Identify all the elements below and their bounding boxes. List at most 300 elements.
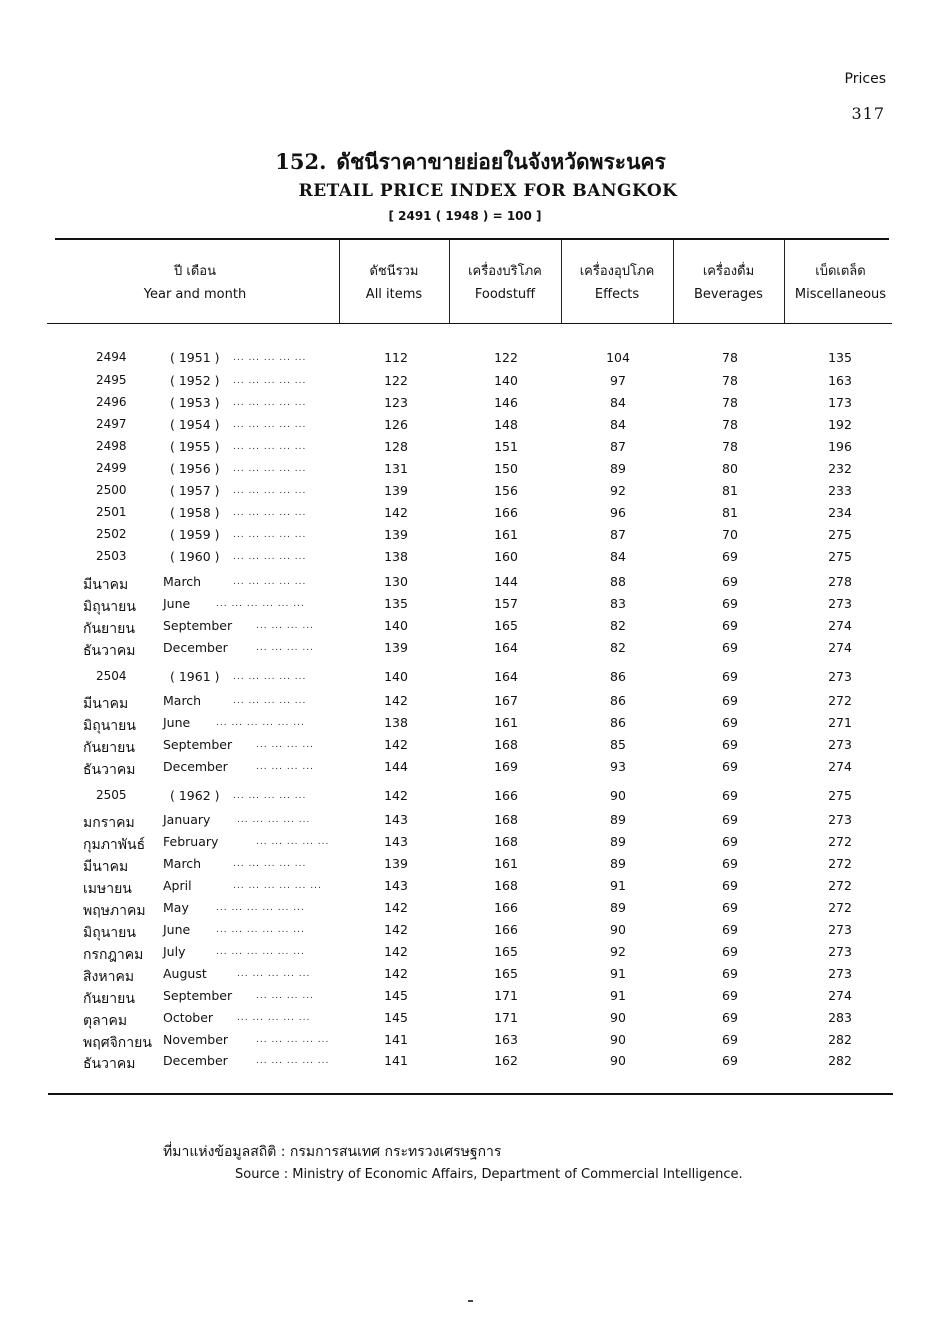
row-month-thai: ธันวาคม	[83, 762, 136, 778]
source-thai: ที่มาแห่งข้อมูลสถิติ : กรมการสนเทศ กระทรวงเศรษฐการ	[163, 1144, 502, 1160]
foodstuff-value: 167	[494, 693, 518, 708]
miscellaneous-value: 273	[828, 812, 852, 827]
row-month-english: January	[163, 812, 211, 827]
table-row	[0, 417, 941, 439]
row-month-thai: ตุลาคม	[83, 1013, 128, 1029]
column-header-thai: เครื่องบริโภค	[468, 264, 542, 279]
column-header-english: Foodstuff	[474, 287, 536, 302]
row-month-thai: กุมภาพันธ์	[83, 837, 146, 853]
row-month-english: November	[163, 1032, 229, 1047]
beverages-value: 69	[722, 900, 738, 915]
column-header-foodstuff	[449, 260, 561, 306]
table-row	[0, 988, 941, 1010]
table-row	[0, 856, 941, 878]
miscellaneous-value: 275	[828, 527, 852, 542]
leader-dots: ... ... ... ...	[256, 762, 314, 772]
foodstuff-value: 162	[494, 1053, 518, 1068]
miscellaneous-value: 282	[828, 1032, 852, 1047]
miscellaneous-value: 274	[828, 618, 852, 633]
foodstuff-value: 122	[494, 350, 518, 365]
leader-dots: ... ... ... ... ...	[233, 552, 307, 562]
leader-dots: ... ... ... ... ...	[233, 353, 307, 363]
miscellaneous-value: 272	[828, 834, 852, 849]
beverages-value: 69	[722, 878, 738, 893]
miscellaneous-value: 233	[828, 483, 852, 498]
effects-value: 90	[610, 1032, 626, 1047]
all-items-value: 142	[384, 900, 408, 915]
row-month-thai: ธันวาคม	[83, 643, 136, 659]
table-row	[0, 737, 941, 759]
row-month-thai: มีนาคม	[83, 696, 129, 712]
beverages-value: 69	[722, 812, 738, 827]
miscellaneous-value: 275	[828, 788, 852, 803]
row-month-thai: ธันวาคม	[83, 1056, 136, 1072]
all-items-value: 122	[384, 373, 408, 388]
table-row	[0, 669, 941, 691]
effects-value: 88	[610, 574, 626, 589]
beverages-value: 78	[722, 373, 738, 388]
base-year-note: [ 2491 ( 1948 ) = 100 ]	[388, 209, 542, 223]
leader-dots: ... ... ... ... ...	[233, 442, 307, 452]
beverages-value: 81	[722, 483, 738, 498]
foodstuff-value: 151	[494, 439, 518, 454]
beverages-value: 69	[722, 922, 738, 937]
foodstuff-value: 150	[494, 461, 518, 476]
all-items-value: 143	[384, 834, 408, 849]
leader-dots: ... ... ... ...	[256, 991, 314, 1001]
all-items-value: 142	[384, 737, 408, 752]
row-month-english: September	[163, 618, 233, 633]
foodstuff-value: 161	[494, 715, 518, 730]
row-month-english: June	[163, 596, 191, 611]
all-items-value: 142	[384, 944, 408, 959]
miscellaneous-value: 135	[828, 350, 852, 365]
row-gregorian-year: ( 1951 )	[170, 350, 220, 365]
effects-value: 91	[610, 988, 626, 1003]
foodstuff-value: 161	[494, 527, 518, 542]
beverages-value: 69	[722, 1053, 738, 1068]
table-row	[0, 834, 941, 856]
beverages-value: 69	[722, 715, 738, 730]
row-month-thai: พฤษภาคม	[83, 903, 146, 919]
foodstuff-value: 168	[494, 737, 518, 752]
row-gregorian-year: ( 1960 )	[170, 549, 220, 564]
leader-dots: ... ... ... ... ...	[233, 577, 307, 587]
miscellaneous-value: 232	[828, 461, 852, 476]
leader-dots: ... ... ... ... ...	[233, 859, 307, 869]
row-month-thai: พฤศจิกายน	[83, 1035, 152, 1051]
effects-value: 90	[610, 1053, 626, 1068]
row-year: 2495	[96, 373, 127, 387]
all-items-value: 143	[384, 812, 408, 827]
column-header-english: Effects	[594, 287, 640, 302]
all-items-value: 135	[384, 596, 408, 611]
row-month-thai: มิถุนายน	[83, 925, 136, 941]
foodstuff-value: 169	[494, 759, 518, 774]
foodstuff-value: 165	[494, 618, 518, 633]
foodstuff-value: 168	[494, 834, 518, 849]
row-year: 2503	[96, 549, 127, 563]
effects-value: 97	[610, 373, 626, 388]
row-gregorian-year: ( 1961 )	[170, 669, 220, 684]
leader-dots: ... ... ... ... ...	[237, 969, 311, 979]
effects-value: 96	[610, 505, 626, 520]
beverages-value: 69	[722, 759, 738, 774]
foodstuff-value: 165	[494, 944, 518, 959]
foodstuff-value: 163	[494, 1032, 518, 1047]
leader-dots: ... ... ... ...	[256, 740, 314, 750]
beverages-value: 69	[722, 1032, 738, 1047]
miscellaneous-value: 273	[828, 737, 852, 752]
effects-value: 82	[610, 618, 626, 633]
effects-value: 91	[610, 966, 626, 981]
effects-value: 104	[606, 350, 630, 365]
table-row	[0, 549, 941, 571]
row-gregorian-year: ( 1962 )	[170, 788, 220, 803]
effects-value: 92	[610, 483, 626, 498]
miscellaneous-value: 274	[828, 988, 852, 1003]
miscellaneous-value: 278	[828, 574, 852, 589]
all-items-value: 140	[384, 669, 408, 684]
table-row	[0, 900, 941, 922]
row-month-thai: มีนาคม	[83, 577, 129, 593]
beverages-value: 81	[722, 505, 738, 520]
table-row	[0, 618, 941, 640]
miscellaneous-value: 274	[828, 640, 852, 655]
beverages-value: 70	[722, 527, 738, 542]
row-year: 2494	[96, 350, 127, 364]
table-row	[0, 1032, 941, 1054]
effects-value: 84	[610, 549, 626, 564]
table-row	[0, 715, 941, 737]
row-month-english: July	[163, 944, 186, 959]
column-header-thai: ดัชนีรวม	[369, 264, 419, 279]
beverages-value: 69	[722, 549, 738, 564]
row-year: 2505	[96, 788, 127, 802]
leader-dots: ... ... ... ...	[256, 643, 314, 653]
foodstuff-value: 168	[494, 812, 518, 827]
effects-value: 86	[610, 693, 626, 708]
effects-value: 91	[610, 878, 626, 893]
row-gregorian-year: ( 1958 )	[170, 505, 220, 520]
row-month-english: August	[163, 966, 207, 981]
foodstuff-value: 160	[494, 549, 518, 564]
foodstuff-value: 146	[494, 395, 518, 410]
table-row	[0, 640, 941, 662]
row-month-english: March	[163, 856, 202, 871]
all-items-value: 139	[384, 483, 408, 498]
row-month-thai: มีนาคม	[83, 859, 129, 875]
row-year: 2502	[96, 527, 127, 541]
leader-dots: ... ... ... ...	[256, 621, 314, 631]
miscellaneous-value: 275	[828, 549, 852, 564]
section-label: Prices	[844, 71, 886, 87]
foodstuff-value: 171	[494, 1010, 518, 1025]
effects-value: 89	[610, 461, 626, 476]
all-items-value: 144	[384, 759, 408, 774]
column-header-thai: เบ็ดเตล็ด	[815, 264, 866, 279]
leader-dots: ... ... ... ... ...	[256, 837, 330, 847]
beverages-value: 69	[722, 737, 738, 752]
table-row	[0, 439, 941, 461]
column-header-all-items	[339, 260, 449, 306]
row-month-english: December	[163, 1053, 228, 1068]
column-header-thai: ปี เดือน	[174, 264, 216, 279]
row-month-thai: สิงหาคม	[83, 969, 135, 985]
page-mark	[468, 1300, 473, 1302]
table-row	[0, 966, 941, 988]
leader-dots: ... ... ... ... ...	[237, 815, 311, 825]
all-items-value: 138	[384, 549, 408, 564]
beverages-value: 69	[722, 574, 738, 589]
beverages-value: 69	[722, 618, 738, 633]
row-year: 2499	[96, 461, 127, 475]
table-row	[0, 461, 941, 483]
beverages-value: 69	[722, 1010, 738, 1025]
leader-dots: ... ... ... ... ...	[233, 420, 307, 430]
table-number: 152.	[275, 149, 327, 174]
miscellaneous-value: 282	[828, 1053, 852, 1068]
row-month-thai: มกราคม	[83, 815, 135, 831]
page-number: 317	[851, 104, 885, 123]
miscellaneous-value: 272	[828, 878, 852, 893]
effects-value: 90	[610, 1010, 626, 1025]
effects-value: 82	[610, 640, 626, 655]
row-month-english: September	[163, 988, 233, 1003]
all-items-value: 123	[384, 395, 408, 410]
column-header-english: All items	[365, 287, 423, 302]
leader-dots: ... ... ... ... ...	[233, 672, 307, 682]
leader-dots: ... ... ... ... ...	[233, 398, 307, 408]
beverages-value: 69	[722, 669, 738, 684]
leader-dots: ... ... ... ... ...	[233, 508, 307, 518]
row-month-thai: กรกฎาคม	[83, 947, 144, 963]
column-header-english: Year and month	[143, 287, 247, 302]
foodstuff-value: 166	[494, 922, 518, 937]
table-row	[0, 1053, 941, 1075]
effects-value: 89	[610, 900, 626, 915]
foodstuff-value: 164	[494, 669, 518, 684]
leader-dots: ... ... ... ... ... ...	[216, 947, 305, 957]
table-row	[0, 759, 941, 781]
table-row	[0, 527, 941, 549]
column-header-english: Beverages	[694, 287, 763, 302]
effects-value: 86	[610, 669, 626, 684]
leader-dots: ... ... ... ... ...	[256, 1035, 330, 1045]
all-items-value: 139	[384, 640, 408, 655]
all-items-value: 128	[384, 439, 408, 454]
all-items-value: 143	[384, 878, 408, 893]
all-items-value: 142	[384, 505, 408, 520]
miscellaneous-value: 273	[828, 966, 852, 981]
row-month-thai: มิถุนายน	[83, 718, 136, 734]
miscellaneous-value: 274	[828, 759, 852, 774]
all-items-value: 142	[384, 966, 408, 981]
column-header-thai: เครื่องอุปโภค	[579, 264, 655, 279]
table-row	[0, 922, 941, 944]
column-header-effects	[561, 260, 673, 306]
table-row	[0, 574, 941, 596]
row-month-english: March	[163, 693, 202, 708]
row-month-english: June	[163, 922, 191, 937]
leader-dots: ... ... ... ... ... ...	[216, 903, 305, 913]
beverages-value: 69	[722, 596, 738, 611]
miscellaneous-value: 192	[828, 417, 852, 432]
foodstuff-value: 144	[494, 574, 518, 589]
leader-dots: ... ... ... ... ...	[237, 1013, 311, 1023]
beverages-value: 78	[722, 417, 738, 432]
column-header-year-month	[70, 260, 320, 306]
all-items-value: 138	[384, 715, 408, 730]
row-month-english: June	[163, 715, 191, 730]
foodstuff-value: 148	[494, 417, 518, 432]
all-items-value: 139	[384, 527, 408, 542]
table-row	[0, 596, 941, 618]
row-month-english: April	[163, 878, 192, 893]
miscellaneous-value: 163	[828, 373, 852, 388]
row-month-english: December	[163, 640, 228, 655]
effects-value: 93	[610, 759, 626, 774]
foodstuff-value: 157	[494, 596, 518, 611]
all-items-value: 145	[384, 988, 408, 1003]
all-items-value: 139	[384, 856, 408, 871]
beverages-value: 78	[722, 439, 738, 454]
leader-dots: ... ... ... ... ...	[233, 696, 307, 706]
effects-value: 90	[610, 788, 626, 803]
row-gregorian-year: ( 1957 )	[170, 483, 220, 498]
miscellaneous-value: 272	[828, 900, 852, 915]
table-row	[0, 878, 941, 900]
table-row	[0, 483, 941, 505]
row-gregorian-year: ( 1953 )	[170, 395, 220, 410]
table-row	[0, 693, 941, 715]
table-row	[0, 788, 941, 810]
miscellaneous-value: 196	[828, 439, 852, 454]
miscellaneous-value: 273	[828, 922, 852, 937]
row-year: 2501	[96, 505, 127, 519]
row-gregorian-year: ( 1959 )	[170, 527, 220, 542]
foodstuff-value: 171	[494, 988, 518, 1003]
table-title-english: RETAIL PRICE INDEX FOR BANGKOK	[298, 181, 678, 201]
beverages-value: 69	[722, 856, 738, 871]
table-row	[0, 1010, 941, 1032]
effects-value: 92	[610, 944, 626, 959]
row-month-thai: กันยายน	[83, 991, 135, 1007]
foodstuff-value: 166	[494, 788, 518, 803]
effects-value: 87	[610, 439, 626, 454]
leader-dots: ... ... ... ... ...	[256, 1056, 330, 1066]
row-month-english: May	[163, 900, 189, 915]
effects-value: 89	[610, 834, 626, 849]
table-row	[0, 944, 941, 966]
all-items-value: 142	[384, 922, 408, 937]
foodstuff-value: 165	[494, 966, 518, 981]
all-items-value: 141	[384, 1032, 408, 1047]
effects-value: 89	[610, 856, 626, 871]
row-gregorian-year: ( 1952 )	[170, 373, 220, 388]
all-items-value: 112	[384, 350, 408, 365]
miscellaneous-value: 271	[828, 715, 852, 730]
row-month-english: October	[163, 1010, 214, 1025]
effects-value: 87	[610, 527, 626, 542]
effects-value: 89	[610, 812, 626, 827]
column-header-thai: เครื่องดื่ม	[702, 264, 755, 279]
beverages-value: 78	[722, 395, 738, 410]
source-english: Source : Ministry of Economic Affairs, Department of Commercial Intelligence.	[235, 1167, 743, 1182]
leader-dots: ... ... ... ... ...	[233, 530, 307, 540]
row-month-english: September	[163, 737, 233, 752]
effects-value: 85	[610, 737, 626, 752]
row-gregorian-year: ( 1955 )	[170, 439, 220, 454]
leader-dots: ... ... ... ... ... ...	[216, 925, 305, 935]
row-year: 2497	[96, 417, 127, 431]
miscellaneous-value: 273	[828, 944, 852, 959]
all-items-value: 131	[384, 461, 408, 476]
all-items-value: 130	[384, 574, 408, 589]
effects-value: 84	[610, 395, 626, 410]
leader-dots: ... ... ... ... ... ...	[216, 599, 305, 609]
row-year: 2496	[96, 395, 127, 409]
all-items-value: 126	[384, 417, 408, 432]
miscellaneous-value: 173	[828, 395, 852, 410]
table-row	[0, 373, 941, 395]
table-top-rule	[55, 238, 889, 240]
beverages-value: 69	[722, 640, 738, 655]
effects-value: 90	[610, 922, 626, 937]
all-items-value: 142	[384, 693, 408, 708]
leader-dots: ... ... ... ... ... ...	[233, 881, 322, 891]
effects-value: 84	[610, 417, 626, 432]
beverages-value: 80	[722, 461, 738, 476]
row-year: 2498	[96, 439, 127, 453]
table-row	[0, 350, 941, 372]
all-items-value: 142	[384, 788, 408, 803]
row-month-thai: กันยายน	[83, 621, 135, 637]
leader-dots: ... ... ... ... ...	[233, 486, 307, 496]
beverages-value: 69	[722, 834, 738, 849]
table-row	[0, 812, 941, 834]
effects-value: 83	[610, 596, 626, 611]
column-header-beverages	[673, 260, 784, 306]
header-bottom-rule	[47, 323, 892, 324]
row-month-thai: เมษายน	[83, 881, 132, 897]
leader-dots: ... ... ... ... ...	[233, 791, 307, 801]
row-gregorian-year: ( 1954 )	[170, 417, 220, 432]
column-header-english: Miscellaneous	[794, 287, 887, 302]
table-bottom-rule	[48, 1093, 893, 1095]
all-items-value: 140	[384, 618, 408, 633]
miscellaneous-value: 283	[828, 1010, 852, 1025]
leader-dots: ... ... ... ... ... ...	[216, 718, 305, 728]
beverages-value: 69	[722, 988, 738, 1003]
row-gregorian-year: ( 1956 )	[170, 461, 220, 476]
beverages-value: 78	[722, 350, 738, 365]
all-items-value: 141	[384, 1053, 408, 1068]
table-title-thai	[0, 146, 941, 179]
beverages-value: 69	[722, 693, 738, 708]
leader-dots: ... ... ... ... ...	[233, 464, 307, 474]
table-row	[0, 395, 941, 417]
foodstuff-value: 161	[494, 856, 518, 871]
miscellaneous-value: 272	[828, 856, 852, 871]
beverages-value: 69	[722, 966, 738, 981]
foodstuff-value: 168	[494, 878, 518, 893]
table-row	[0, 505, 941, 527]
foodstuff-value: 166	[494, 900, 518, 915]
column-header-miscellaneous	[784, 260, 897, 306]
foodstuff-value: 166	[494, 505, 518, 520]
row-year: 2504	[96, 669, 127, 683]
